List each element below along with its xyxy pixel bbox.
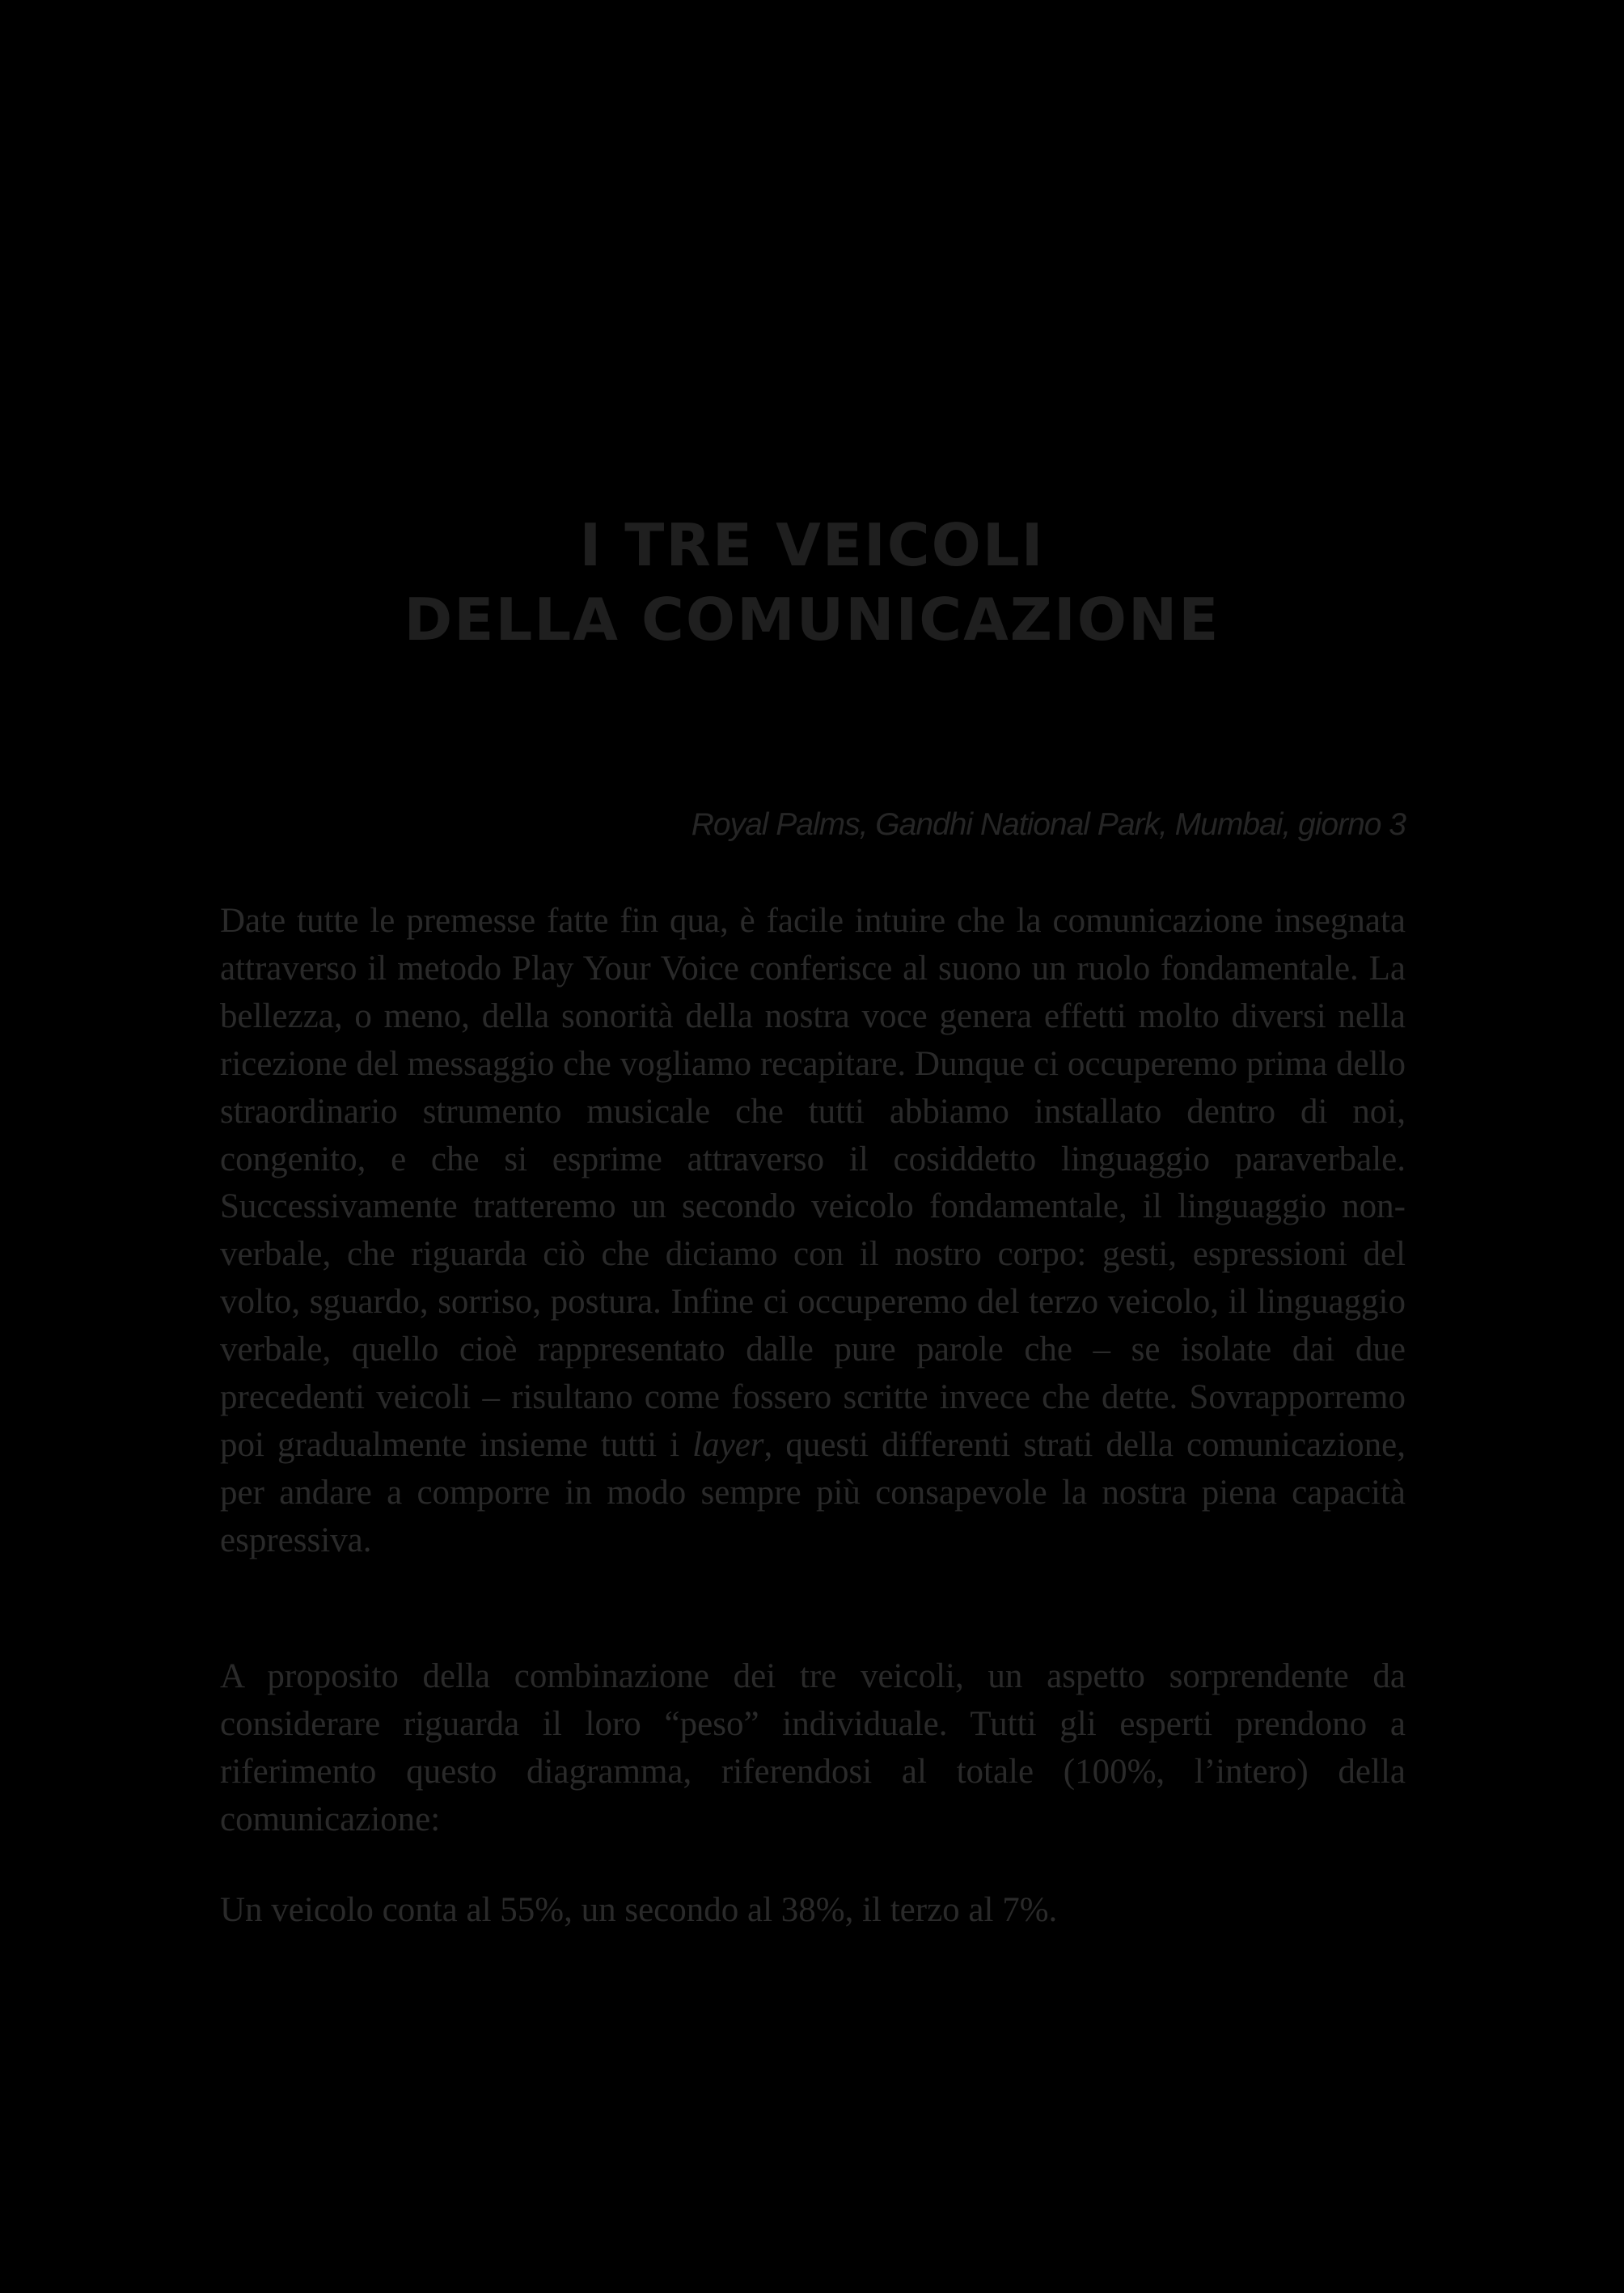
chapter-title-line-1: I TRE VEICOLI <box>579 511 1045 579</box>
italic-term-layer: layer <box>692 1425 764 1464</box>
body-paragraph-2: A proposito della combinazione dei tre veicoli, un aspetto sorprendente da considerare riguarda il loro “peso” individuale. Tutti gli esperti prendono a riferimento questo diagramma, riferendosi al totale (100%, l’intero) della comunicazione: <box>220 1657 1406 1838</box>
body-paragraph-1 <box>220 898 1406 1565</box>
paragraph-1-text-end: , questi differenti strati della comunicazione, per andare a comporre in modo sempre più consapevole la nostra piena capacità espressiva. <box>220 1425 1406 1559</box>
chapter-title-line-2: DELLA COMUNICAZIONE <box>404 586 1220 654</box>
body-paragraph-3: Un veicolo conta al 55%, un secondo al 38%, il terzo al 7%. <box>220 1891 1058 1929</box>
chapter-title <box>0 508 1624 657</box>
location-dateline: Royal Palms, Gandhi National Park, Mumbai, giorno 3 <box>691 807 1406 842</box>
paragraph-1-text-start: Date tutte le premesse fatte fin qua, è facile intuire che la comunicazione insegnata attraverso il metodo Play Your Voice conferisce al suono un ruolo fondamentale. La bellezza, o meno, della sonorità della nostra voce genera effetti molto diversi nella ricezione del messaggio che vogliamo recapitare. Dunque ci occuperemo prima dello straordinario strumento musicale che tutti abbiamo installato dentro di noi, congenito, e che si esprime attraverso il cosiddetto linguaggio paraverbale. Successivamente tratteremo un secondo veicolo fondamentale, il linguaggio non-verbale, che riguarda ciò che diciamo con il nostro corpo: gesti, espressioni del volto, sguardo, sorriso, postura. Infine ci occuperemo del terzo veicolo, il linguaggio verbale, quello cioè rappresentato dalle pure parole che – se isolate dai due precedenti veicoli – risultano come fossero scritte invece che dette. Sovrapporremo poi gradualmente insieme tutti i <box>220 902 1406 1464</box>
